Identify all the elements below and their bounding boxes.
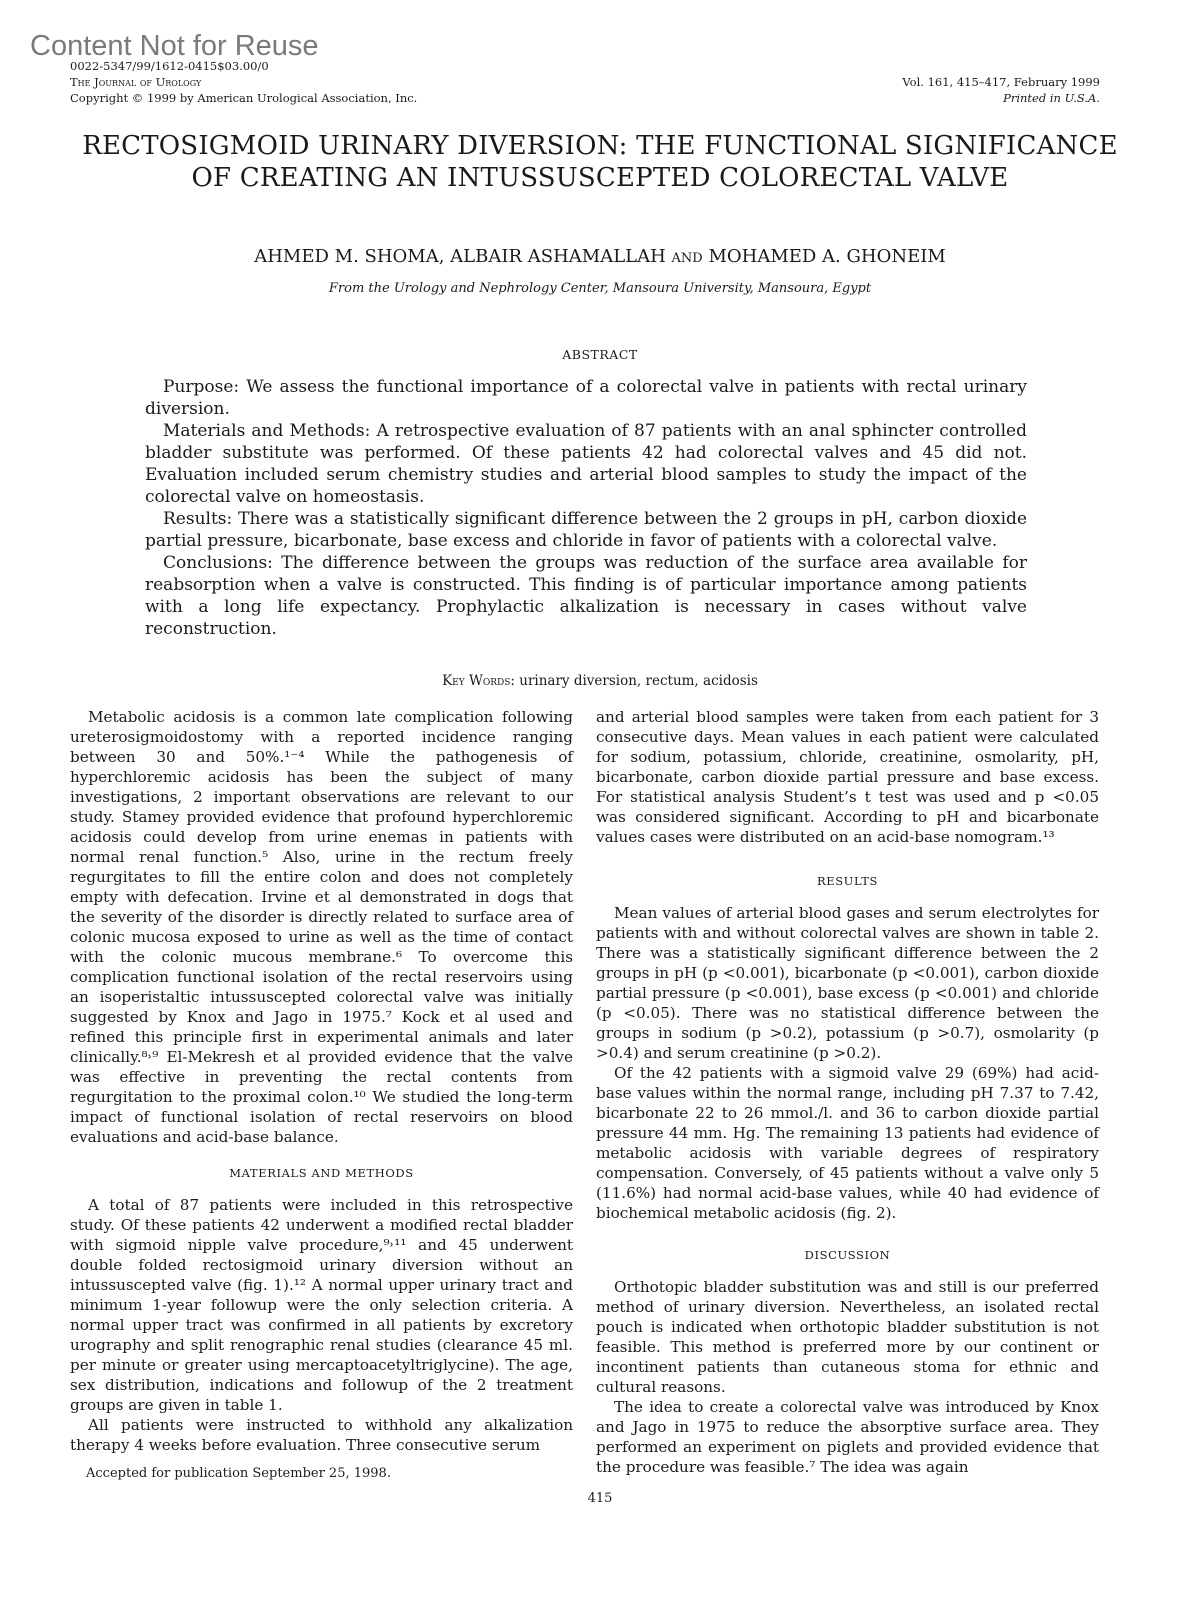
watermark: Content Not for Reuse [30,30,319,62]
methods-paragraph: All patients were instructed to withhold any alkalization therapy 4 weeks before evaluation. Three consecutive serum [70,1416,573,1454]
section-heading-methods: MATERIALS AND METHODS [229,1166,414,1180]
affiliation: From the Urology and Nephrology Center, Mansoura University, Mansoura, Egypt [328,281,872,296]
left-column [70,707,573,1455]
copyright: Copyright © 1999 by American Urological Association, Inc. [70,91,418,105]
journal-header-left [70,58,417,106]
results-paragraph: Mean values of arterial blood gases and serum electrolytes for patients with and without colorectal valves are shown in table 2. There was a statistically significant difference between the 2 groups in pH (p <0.001), bicarbonate (p <0.001), carbon dioxide partial pressure (p <0.001), base excess (p <0.001) and chloride (p <0.05). There was no statistical difference between the groups in sodium (p >0.2), potassium (p >0.7), osmolarity (p >0.4) and serum creatinine (p >0.2). [596,904,1099,1062]
abstract-purpose: Purpose: We assess the functional importance of a colorectal valve in patients with rectal urinary diversion. [145,377,1027,419]
printed-in: Printed in U.S.A. [1003,91,1100,105]
results-paragraph: Of the 42 patients with a sigmoid valve 29 (69%) had acid-base values within the normal range, including pH 7.37 to 7.42, bicarbonate 22 to 26 mmol./l. and 36 to carbon dioxide partial pressure 44 mm. Hg. The remaining 13 patients had evidence of metabolic acidosis with variable degrees of respiratory compensation. Conversely, of 45 patients without a valve only 5 (11.6%) had normal acid-base values, while 40 had evidence of biochemical metabolic acidosis (fig. 2). [596,1064,1099,1222]
footnote: Accepted for publication September 25, 1998. [86,1466,391,1481]
author-name-last: MOHAMED A. GHONEIM [708,246,946,267]
article-code: 0022-5347/99/1612-0415$03.00/0 [70,59,269,73]
abstract-conclusions: Conclusions: The difference between the groups was reduction of the surface area available for reabsorption when a valve is constructed. This finding is of particular importance among patients with a long life expectancy. Prophylactic alkalization is necessary in cases without valve reconstruction. [145,553,1027,639]
journal-name: The Journal of Urology [70,75,202,89]
authors [0,246,1200,267]
section-heading-discussion: DISCUSSION [804,1248,891,1262]
section-heading-results: RESULTS [816,874,879,888]
keywords-text: urinary diversion, rectum, acidosis [519,673,758,689]
abstract-results: Results: There was a statistically significant difference between the 2 groups in pH, carbon dioxide partial pressure, bicarbonate, base excess and chloride in favor of patients with a colorectal valve. [145,509,1027,551]
discussion-paragraph: Orthotopic bladder substitution was and still is our preferred method of urinary diversion. Nevertheless, an isolated rectal pouch is indicated when orthotopic bladder substitution is not feasible. This method is preferred more by our continent or incontinent patients than cutaneous stoma for ethnic and cultural reasons. [596,1278,1099,1396]
intro-paragraph: Metabolic acidosis is a common late complication following ureterosigmoidostomy with a reported incidence ranging between 30 and 50%.¹⁻⁴ While the pathogenesis of hyperchloremic acidosis has been the subject of many investigations, 2 important observations are relevant to our study. Stamey provided evidence that profound hyperchloremic acidosis could develop from urine enemas in patients with normal renal function.⁵ Also, urine in the rectum freely regurgitates to fill the entire colon and does not completely empty with defecation. Irvine et al demonstrated in dogs that the severity of the disorder is directly related to surface area of colonic mucosa exposed to urine as well as the time of contact with the colonic mucous membrane.⁶ To overcome this complication functional isolation of the rectal reservoirs using an isoperistaltic intussuscepted colorectal valve was initially suggested by Knox and Jago in 1975.⁷ Kock et al used and refined this principle first in experimental animals and later clinically.⁸˒⁹ El-Mekresh et al provided evidence that the valve was effective in preventing the rectal contents from regurgitation to the proximal colon.¹⁰ We studied the long-term impact of functional isolation of rectal reservoirs on blood evaluations and acid-base balance. [70,708,573,1146]
journal-header-right [902,74,1100,106]
methods-continued: and arterial blood samples were taken from each patient for 3 consecutive days. Mean values in each patient were calculated for sodium, potassium, chloride, creatinine, osmolarity, pH, bicarbonate, carbon dioxide partial pressure and base excess. For statistical analysis Student’s t test was used and p <0.05 was considered significant. According to pH and bicarbonate values cases were distributed on an acid-base nomogram.¹³ [596,708,1099,846]
volume-info: Vol. 161, 415–417, February 1999 [902,75,1100,89]
discussion-paragraph: The idea to create a colorectal valve was introduced by Knox and Jago in 1975 to reduce the absorptive surface area. They performed an experiment on piglets and provided evidence that the procedure was feasible.⁷ The idea was again [596,1398,1099,1476]
article-title: RECTOSIGMOID URINARY DIVERSION: THE FUNCTIONAL SIGNIFICANCE OF CREATING AN INTUSSUSCEPTED COLORECTAL VALVE [82,131,1118,193]
methods-paragraph: A total of 87 patients were included in this retrospective study. Of these patients 42 underwent a modified rectal bladder with sigmoid nipple valve procedure,⁹˒¹¹ and 45 underwent double folded rectosigmoid urinary diversion without an intussuscepted valve (fig. 1).¹² A normal upper urinary tract and minimum 1-year followup were the only selection criteria. A normal upper tract was confirmed in all patients by excretory urography and split renographic renal studies (clearance 45 ml. per minute or greater using mercaptoacetyltriglycine). The age, sex distribution, indications and followup of the 2 treatment groups are given in table 1. [70,1196,573,1414]
page-number: 415 [587,1491,613,1506]
author-names: AHMED M. SHOMA, ALBAIR ASHAMALLAH [254,246,666,267]
abstract [145,376,1027,640]
author-and: and [671,246,703,267]
keywords [0,673,1200,689]
right-column [596,707,1099,1477]
abstract-methods: Materials and Methods: A retrospective evaluation of 87 patients with an anal sphincter controlled bladder substitute was performed. Of these patients 42 had colorectal valves and 45 did not. Evaluation included serum chemistry studies and arterial blood samples to study the impact of the colorectal valve on homeostasis. [145,421,1027,507]
keywords-label: Key Words: [442,673,515,689]
abstract-heading: ABSTRACT [562,347,638,362]
